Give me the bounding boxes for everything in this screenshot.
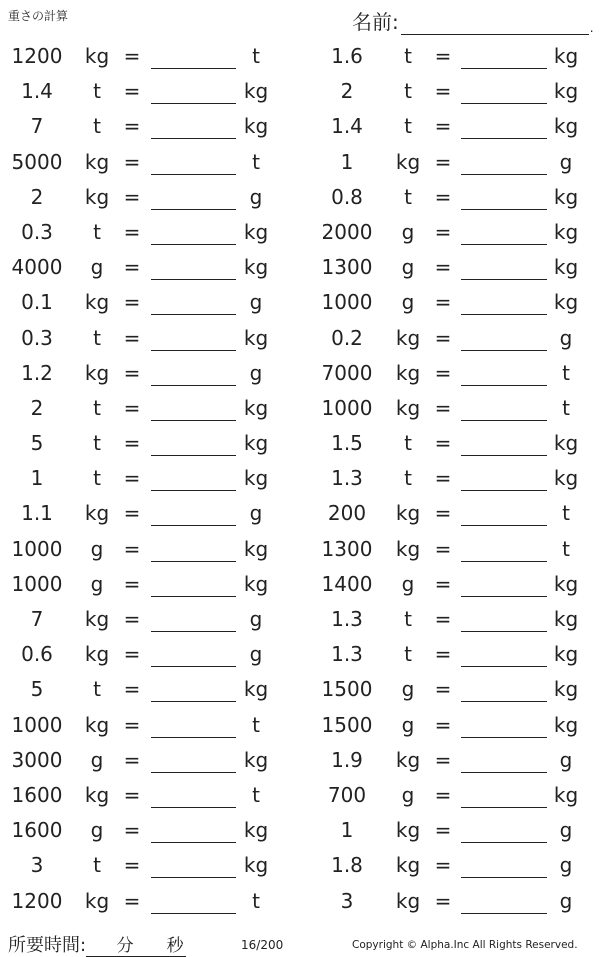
problem-row — [0, 637, 600, 672]
equals-sign: = — [123, 853, 141, 878]
problem-row — [0, 743, 600, 778]
to-unit: kg — [553, 677, 579, 702]
equals-sign: = — [123, 184, 141, 209]
to-unit: kg — [243, 747, 269, 772]
answer-blank[interactable] — [151, 314, 236, 315]
answer-blank[interactable] — [151, 68, 236, 69]
answer-blank[interactable] — [461, 174, 547, 175]
problem-row — [0, 391, 600, 426]
from-unit: kg — [84, 782, 110, 807]
to-unit: kg — [243, 571, 269, 596]
to-unit: kg — [243, 79, 269, 104]
answer-blank[interactable] — [461, 701, 547, 702]
problem-row — [0, 250, 600, 285]
to-unit: kg — [553, 431, 579, 456]
to-unit: g — [559, 747, 573, 772]
to-unit: g — [249, 184, 263, 209]
answer-blank[interactable] — [151, 737, 236, 738]
problem-row — [0, 848, 600, 883]
answer-blank[interactable] — [151, 209, 236, 210]
equals-sign: = — [434, 325, 452, 350]
answer-blank[interactable] — [151, 842, 236, 843]
problem-value: 2000 — [321, 219, 373, 244]
to-unit: kg — [553, 571, 579, 596]
problem-row — [0, 602, 600, 637]
equals-sign: = — [434, 79, 452, 104]
to-unit: kg — [553, 782, 579, 807]
answer-blank[interactable] — [461, 420, 547, 421]
problem-value: 2 — [340, 79, 354, 104]
problem-row — [0, 496, 600, 531]
problem-value: 7000 — [321, 360, 373, 385]
answer-blank[interactable] — [461, 279, 547, 280]
from-unit: kg — [395, 818, 421, 843]
problem-row — [0, 109, 600, 144]
to-unit: t — [252, 712, 260, 737]
answer-blank[interactable] — [461, 666, 547, 667]
equals-sign: = — [434, 431, 452, 456]
to-unit: g — [249, 290, 263, 315]
from-unit: t — [404, 607, 412, 631]
problem-value: 0.1 — [21, 290, 53, 315]
to-unit: g — [559, 149, 573, 174]
from-unit: kg — [395, 888, 421, 913]
to-unit: g — [559, 853, 573, 878]
answer-blank[interactable] — [151, 561, 236, 562]
problem-row — [0, 39, 600, 74]
from-unit: kg — [84, 360, 110, 385]
equals-sign: = — [123, 431, 141, 456]
from-unit: t — [93, 853, 101, 878]
to-unit: g — [249, 607, 263, 631]
equals-sign: = — [123, 642, 141, 667]
equals-sign: = — [123, 536, 141, 561]
to-unit: kg — [553, 184, 579, 209]
problem-value: 1300 — [321, 536, 373, 561]
to-unit: kg — [243, 114, 269, 139]
answer-blank[interactable] — [151, 244, 236, 245]
to-unit: g — [249, 360, 263, 385]
problem-row — [0, 145, 600, 180]
equals-sign: = — [434, 818, 452, 843]
answer-blank[interactable] — [151, 279, 236, 280]
problem-value: 1.8 — [331, 853, 363, 878]
equals-sign: = — [434, 888, 452, 913]
answer-blank[interactable] — [151, 420, 236, 421]
to-unit: kg — [553, 79, 579, 104]
name-label: 名前: — [352, 10, 399, 34]
equals-sign: = — [123, 79, 141, 104]
worksheet-title: 重さの計算 — [8, 9, 69, 23]
answer-blank[interactable] — [461, 350, 547, 351]
to-unit: t — [562, 360, 570, 385]
answer-blank[interactable] — [461, 490, 547, 491]
to-unit: g — [559, 818, 573, 843]
from-unit: kg — [395, 325, 421, 350]
problem-row — [0, 461, 600, 496]
equals-sign: = — [123, 290, 141, 315]
equals-sign: = — [123, 395, 141, 420]
problem-value: 1200 — [11, 44, 63, 68]
problem-value: 1500 — [321, 677, 373, 702]
from-unit: kg — [395, 395, 421, 420]
to-unit: kg — [553, 642, 579, 667]
problem-value: 1300 — [321, 255, 373, 280]
answer-blank[interactable] — [461, 385, 547, 386]
from-unit: g — [401, 782, 415, 807]
to-unit: kg — [243, 219, 269, 244]
from-unit: g — [401, 255, 415, 280]
equals-sign: = — [434, 607, 452, 631]
answer-blank[interactable] — [461, 68, 547, 69]
equals-sign: = — [123, 219, 141, 244]
problem-value: 0.3 — [21, 325, 53, 350]
equals-sign: = — [434, 395, 452, 420]
to-unit: t — [562, 501, 570, 526]
from-unit: g — [90, 747, 104, 772]
answer-blank[interactable] — [461, 737, 547, 738]
problem-value: 4000 — [11, 255, 63, 280]
answer-blank[interactable] — [461, 561, 547, 562]
problem-value: 1000 — [321, 395, 373, 420]
equals-sign: = — [123, 114, 141, 139]
answer-blank[interactable] — [461, 103, 547, 104]
problem-value: 1.5 — [331, 431, 363, 456]
to-unit: kg — [243, 395, 269, 420]
answer-blank[interactable] — [151, 877, 236, 878]
from-unit: kg — [84, 290, 110, 315]
name-field — [352, 6, 594, 35]
answer-blank[interactable] — [151, 666, 236, 667]
equals-sign: = — [123, 818, 141, 843]
problem-value: 1.3 — [331, 607, 363, 631]
name-blank[interactable] — [401, 12, 589, 35]
time-required — [8, 931, 186, 957]
equals-sign: = — [434, 712, 452, 737]
from-unit: g — [90, 571, 104, 596]
problem-value: 1000 — [11, 536, 63, 561]
equals-sign: = — [123, 712, 141, 737]
equals-sign: = — [123, 747, 141, 772]
minutes-unit: 分 — [114, 936, 136, 957]
from-unit: g — [401, 571, 415, 596]
answer-blank[interactable] — [461, 244, 547, 245]
from-unit: kg — [84, 888, 110, 913]
answer-blank[interactable] — [151, 174, 236, 175]
problem-row — [0, 74, 600, 109]
problem-value: 5 — [30, 677, 44, 702]
answer-blank[interactable] — [151, 772, 236, 773]
problem-value: 1000 — [11, 712, 63, 737]
to-unit: kg — [243, 255, 269, 280]
problem-value: 3 — [30, 853, 44, 878]
problem-list — [0, 39, 600, 919]
from-unit: t — [404, 44, 412, 68]
equals-sign: = — [123, 571, 141, 596]
problem-value: 2 — [30, 395, 44, 420]
to-unit: g — [559, 325, 573, 350]
problem-value: 1500 — [321, 712, 373, 737]
from-unit: kg — [84, 501, 110, 526]
from-unit: t — [404, 184, 412, 209]
from-unit: kg — [84, 184, 110, 209]
from-unit: kg — [84, 149, 110, 174]
problem-row — [0, 672, 600, 707]
problem-row — [0, 708, 600, 743]
from-unit: kg — [84, 712, 110, 737]
seconds-blank[interactable] — [136, 936, 164, 957]
answer-blank[interactable] — [151, 138, 236, 139]
from-unit: g — [90, 818, 104, 843]
to-unit: kg — [553, 44, 579, 68]
answer-blank[interactable] — [461, 314, 547, 315]
from-unit: t — [93, 431, 101, 456]
to-unit: kg — [243, 853, 269, 878]
problem-value: 0.6 — [21, 642, 53, 667]
problem-value: 5 — [30, 431, 44, 456]
answer-blank[interactable] — [461, 913, 547, 914]
equals-sign: = — [434, 501, 452, 526]
from-unit: kg — [395, 149, 421, 174]
to-unit: kg — [243, 325, 269, 350]
equals-sign: = — [434, 219, 452, 244]
problem-value: 1200 — [11, 888, 63, 913]
problem-value: 1400 — [321, 571, 373, 596]
equals-sign: = — [434, 536, 452, 561]
minutes-blank[interactable] — [86, 936, 114, 957]
to-unit: kg — [553, 466, 579, 491]
problem-row — [0, 321, 600, 356]
from-unit: g — [401, 712, 415, 737]
answer-blank[interactable] — [461, 877, 547, 878]
to-unit: kg — [553, 607, 579, 631]
to-unit: kg — [553, 290, 579, 315]
answer-blank[interactable] — [151, 385, 236, 386]
problem-value: 1600 — [11, 818, 63, 843]
to-unit: t — [252, 888, 260, 913]
problem-value: 7 — [30, 114, 44, 139]
to-unit: g — [559, 888, 573, 913]
problem-value: 1.6 — [331, 44, 363, 68]
copyright: Copyright © Alpha.Inc All Rights Reserved. — [352, 939, 578, 951]
page-number: 16/200 — [241, 938, 284, 952]
from-unit: kg — [84, 642, 110, 667]
problem-value: 1.2 — [21, 360, 53, 385]
problem-row — [0, 426, 600, 461]
to-unit: g — [249, 501, 263, 526]
equals-sign: = — [123, 325, 141, 350]
from-unit: t — [404, 642, 412, 667]
to-unit: kg — [553, 712, 579, 737]
equals-sign: = — [123, 360, 141, 385]
answer-blank[interactable] — [461, 631, 547, 632]
answer-blank[interactable] — [151, 103, 236, 104]
problem-value: 0.2 — [331, 325, 363, 350]
problem-value: 0.3 — [21, 219, 53, 244]
from-unit: t — [93, 325, 101, 350]
to-unit: kg — [553, 114, 579, 139]
equals-sign: = — [123, 782, 141, 807]
problem-row — [0, 532, 600, 567]
to-unit: kg — [243, 431, 269, 456]
equals-sign: = — [434, 255, 452, 280]
problem-value: 3000 — [11, 747, 63, 772]
problem-value: 5000 — [11, 149, 63, 174]
to-unit: kg — [243, 818, 269, 843]
answer-blank[interactable] — [461, 772, 547, 773]
problem-value: 1.4 — [331, 114, 363, 139]
from-unit: g — [90, 536, 104, 561]
problem-row — [0, 813, 600, 848]
from-unit: t — [404, 79, 412, 104]
equals-sign: = — [434, 853, 452, 878]
equals-sign: = — [123, 677, 141, 702]
from-unit: kg — [395, 501, 421, 526]
from-unit: t — [93, 677, 101, 702]
equals-sign: = — [123, 255, 141, 280]
answer-blank[interactable] — [151, 913, 236, 914]
from-unit: g — [401, 677, 415, 702]
to-unit: t — [252, 782, 260, 807]
answer-blank[interactable] — [151, 701, 236, 702]
from-unit: t — [93, 395, 101, 420]
from-unit: t — [93, 466, 101, 491]
equals-sign: = — [434, 677, 452, 702]
equals-sign: = — [123, 607, 141, 631]
equals-sign: = — [434, 571, 452, 596]
answer-blank[interactable] — [461, 807, 547, 808]
problem-value: 3 — [340, 888, 354, 913]
from-unit: kg — [395, 360, 421, 385]
answer-blank[interactable] — [461, 455, 547, 456]
problem-row — [0, 215, 600, 250]
from-unit: kg — [84, 44, 110, 68]
to-unit: kg — [553, 219, 579, 244]
to-unit: t — [562, 395, 570, 420]
to-unit: kg — [243, 536, 269, 561]
equals-sign: = — [434, 642, 452, 667]
from-unit: g — [90, 255, 104, 280]
answer-blank[interactable] — [151, 525, 236, 526]
problem-value: 1000 — [11, 571, 63, 596]
from-unit: t — [93, 219, 101, 244]
problem-value: 1 — [30, 466, 44, 491]
equals-sign: = — [123, 888, 141, 913]
problem-value: 1600 — [11, 782, 63, 807]
problem-value: 1.3 — [331, 642, 363, 667]
answer-blank[interactable] — [461, 842, 547, 843]
answer-blank[interactable] — [461, 525, 547, 526]
to-unit: kg — [243, 466, 269, 491]
problem-row — [0, 884, 600, 919]
answer-blank[interactable] — [461, 209, 547, 210]
problem-row — [0, 567, 600, 602]
answer-blank[interactable] — [151, 350, 236, 351]
answer-blank[interactable] — [151, 455, 236, 456]
to-unit: t — [252, 44, 260, 68]
equals-sign: = — [123, 44, 141, 68]
equals-sign: = — [434, 114, 452, 139]
problem-value: 200 — [327, 501, 367, 526]
to-unit: t — [562, 536, 570, 561]
problem-row — [0, 778, 600, 813]
from-unit: t — [404, 431, 412, 456]
answer-blank[interactable] — [151, 807, 236, 808]
problem-row — [0, 285, 600, 320]
equals-sign: = — [434, 184, 452, 209]
answer-blank[interactable] — [151, 596, 236, 597]
answer-blank[interactable] — [151, 631, 236, 632]
from-unit: kg — [395, 536, 421, 561]
problem-row — [0, 180, 600, 215]
problem-row — [0, 356, 600, 391]
seconds-unit: 秒 — [164, 936, 186, 957]
from-unit: kg — [84, 607, 110, 631]
problem-value: 1.4 — [21, 79, 53, 104]
equals-sign: = — [434, 747, 452, 772]
from-unit: kg — [395, 853, 421, 878]
equals-sign: = — [434, 782, 452, 807]
to-unit: kg — [243, 677, 269, 702]
from-unit: g — [401, 290, 415, 315]
to-unit: t — [252, 149, 260, 174]
problem-value: 1 — [340, 149, 354, 174]
to-unit: kg — [553, 255, 579, 280]
from-unit: t — [404, 114, 412, 139]
equals-sign: = — [434, 466, 452, 491]
name-dot: . — [589, 21, 594, 35]
from-unit: kg — [395, 747, 421, 772]
problem-value: 2 — [30, 184, 44, 209]
equals-sign: = — [434, 44, 452, 68]
equals-sign: = — [434, 360, 452, 385]
answer-blank[interactable] — [461, 596, 547, 597]
equals-sign: = — [123, 466, 141, 491]
from-unit: t — [93, 79, 101, 104]
problem-value: 700 — [327, 782, 367, 807]
equals-sign: = — [123, 149, 141, 174]
from-unit: g — [401, 219, 415, 244]
problem-value: 1.3 — [331, 466, 363, 491]
problem-value: 1000 — [321, 290, 373, 315]
equals-sign: = — [123, 501, 141, 526]
equals-sign: = — [434, 290, 452, 315]
problem-value: 1.9 — [331, 747, 363, 772]
problem-value: 7 — [30, 607, 44, 631]
problem-value: 1.1 — [21, 501, 53, 526]
problem-value: 0.8 — [331, 184, 363, 209]
problem-value: 1 — [340, 818, 354, 843]
answer-blank[interactable] — [151, 490, 236, 491]
answer-blank[interactable] — [461, 138, 547, 139]
time-label: 所要時間: — [8, 935, 87, 956]
to-unit: g — [249, 642, 263, 667]
equals-sign: = — [434, 149, 452, 174]
from-unit: t — [404, 466, 412, 491]
from-unit: t — [93, 114, 101, 139]
